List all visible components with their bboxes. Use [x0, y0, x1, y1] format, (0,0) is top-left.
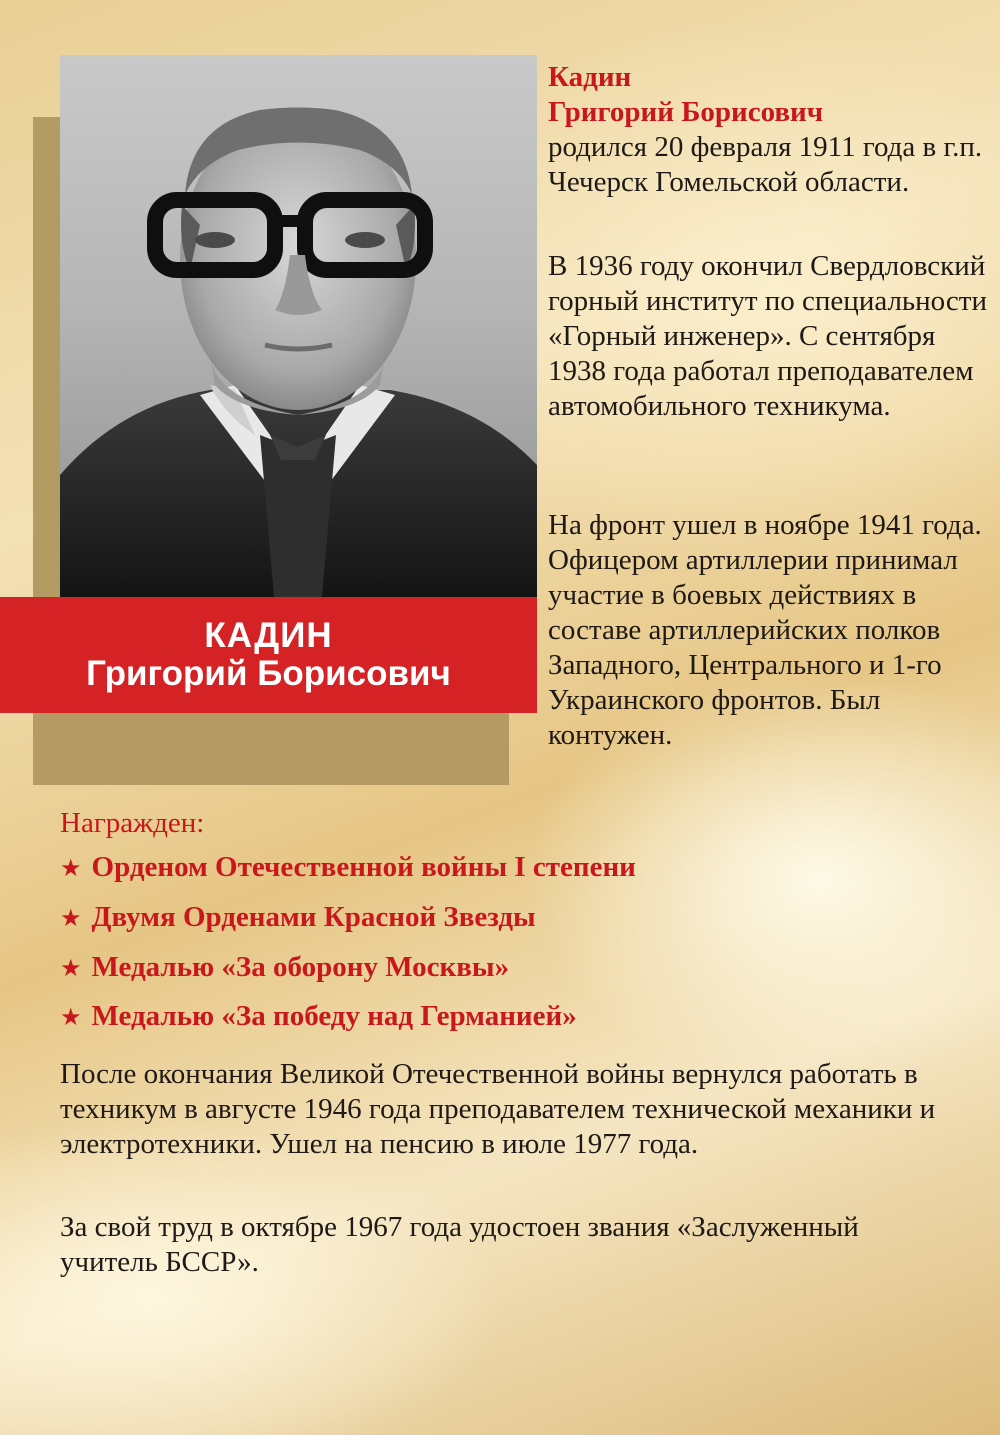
award-item — [60, 950, 509, 986]
banner-given-names: Григорий Борисович — [86, 654, 451, 693]
award-label: Двумя Орденами Красной Звезды — [91, 901, 536, 933]
bio-war-paragraph: На фронт ушел в ноябре 1941 года. Офицером артиллерии принимал участие в боевых действиях в составе артиллерийских полков Западного, Центрального и 1-го Украинского фронтов. Был контужен. — [548, 509, 982, 751]
star-icon: ★ — [60, 904, 82, 932]
award-item — [60, 900, 536, 936]
star-icon: ★ — [60, 1003, 82, 1031]
honor-paragraph: За свой труд в октябре 1967 года удостоен звания «Заслуженный учитель БССР». — [60, 1211, 859, 1278]
after-war-paragraph: После окончания Великой Отечественной войны вернулся работать в техникум в августе 1946 года преподавателем технической механики и электротехники. Ушел на пенсию в июле 1977 года. — [60, 1058, 936, 1160]
star-icon: ★ — [60, 854, 82, 882]
bio-birth-paragraph: родился 20 февраля 1911 года в г.п. Чечерск Гомельской области. — [548, 131, 983, 198]
bio-given-names: Григорий Борисович — [548, 96, 824, 128]
award-label: Медалью «За победу над Германией» — [91, 1000, 577, 1032]
portrait-photo — [60, 55, 537, 597]
award-label: Орденом Отечественной войны I степени — [91, 851, 636, 883]
awards-title: Награжден: — [60, 807, 205, 839]
star-icon: ★ — [60, 954, 82, 982]
award-item — [60, 999, 577, 1035]
bio-name — [548, 60, 823, 130]
award-item — [60, 850, 636, 886]
award-label: Медалью «За оборону Москвы» — [91, 951, 510, 983]
bio-surname: Кадин — [548, 61, 632, 93]
name-banner — [0, 597, 537, 713]
bio-education-paragraph: В 1936 году окончил Свердловский горный институт по специальности «Горный инженер». С сентября 1938 года работал преподавателем автомобильного техникума. — [548, 250, 987, 422]
banner-surname: КАДИН — [204, 616, 333, 655]
